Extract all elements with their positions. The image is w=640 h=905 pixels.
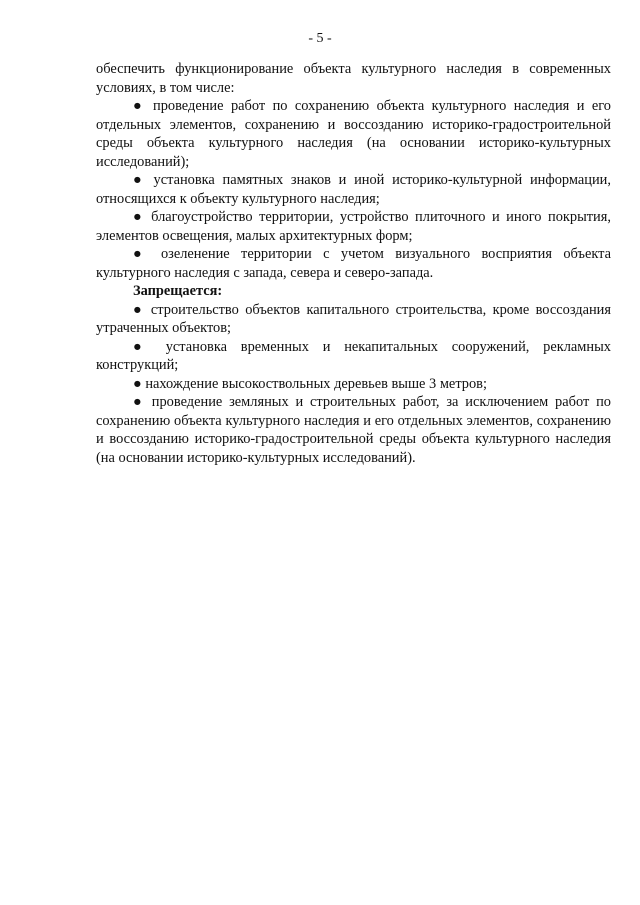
prohibited-item-text: строительство объектов капитального строительства, кроме воссоздания утраченных объектов; [96,301,611,336]
bullet-icon: ● [133,246,150,262]
bullet-icon: ● [133,394,145,410]
allowed-item-text: благоустройство территории, устройство плиточного и иного покрытия, элементов освещения, малых архитектурных форм; [96,209,611,244]
bullet-icon: ● [133,172,146,188]
allowed-item-text: установка памятных знаков и иной историко-культурной информации, относящихся к объекту культурного наследия; [96,172,611,207]
allowed-item-4 [96,245,611,282]
allowed-item-1 [96,97,611,171]
prohibited-item-4 [96,393,611,467]
allowed-item-text: проведение работ по сохранению объекта культурного наследия и его отдельных элементов, сохранению и воссозданию историко-градостроительной среды объекта культурного наследия (на основании историко-культурных исследований); [96,98,611,170]
bullet-icon: ● [133,375,142,392]
prohibited-item-3 [96,375,611,394]
page-number: - 5 - [308,31,332,46]
bullet-icon: ● [133,338,152,355]
intro-paragraph: обеспечить функционирование объекта культурного наследия в современных условиях, в том числе: [96,61,611,96]
document-body [96,60,611,467]
prohibited-heading: Запрещается: [133,283,223,299]
prohibited-item-text: проведение земляных и строительных работ, за исключением работ по сохранению объекта культурного наследия и его отдельных элементов, сохранению и воссозданию историко-градостроительной среды объекта культурного наследия (на основании историко-культурных исследований). [96,394,611,466]
prohibited-item-1 [96,301,611,338]
prohibited-item-text: нахождение высокоствольных деревьев выше 3 метров; [145,375,487,392]
allowed-item-3 [96,208,611,245]
allowed-item-text: озеленение территории с учетом визуального восприятия объекта культурного наследия с запада, севера и северо-запада. [96,246,611,281]
allowed-item-2 [96,171,611,208]
bullet-icon: ● [133,209,145,225]
prohibited-item-text: установка временных и некапитальных сооружений, рекламных конструкций; [96,338,611,373]
bullet-icon: ● [133,301,145,318]
prohibited-item-2 [96,338,611,375]
bullet-icon: ● [133,98,146,114]
